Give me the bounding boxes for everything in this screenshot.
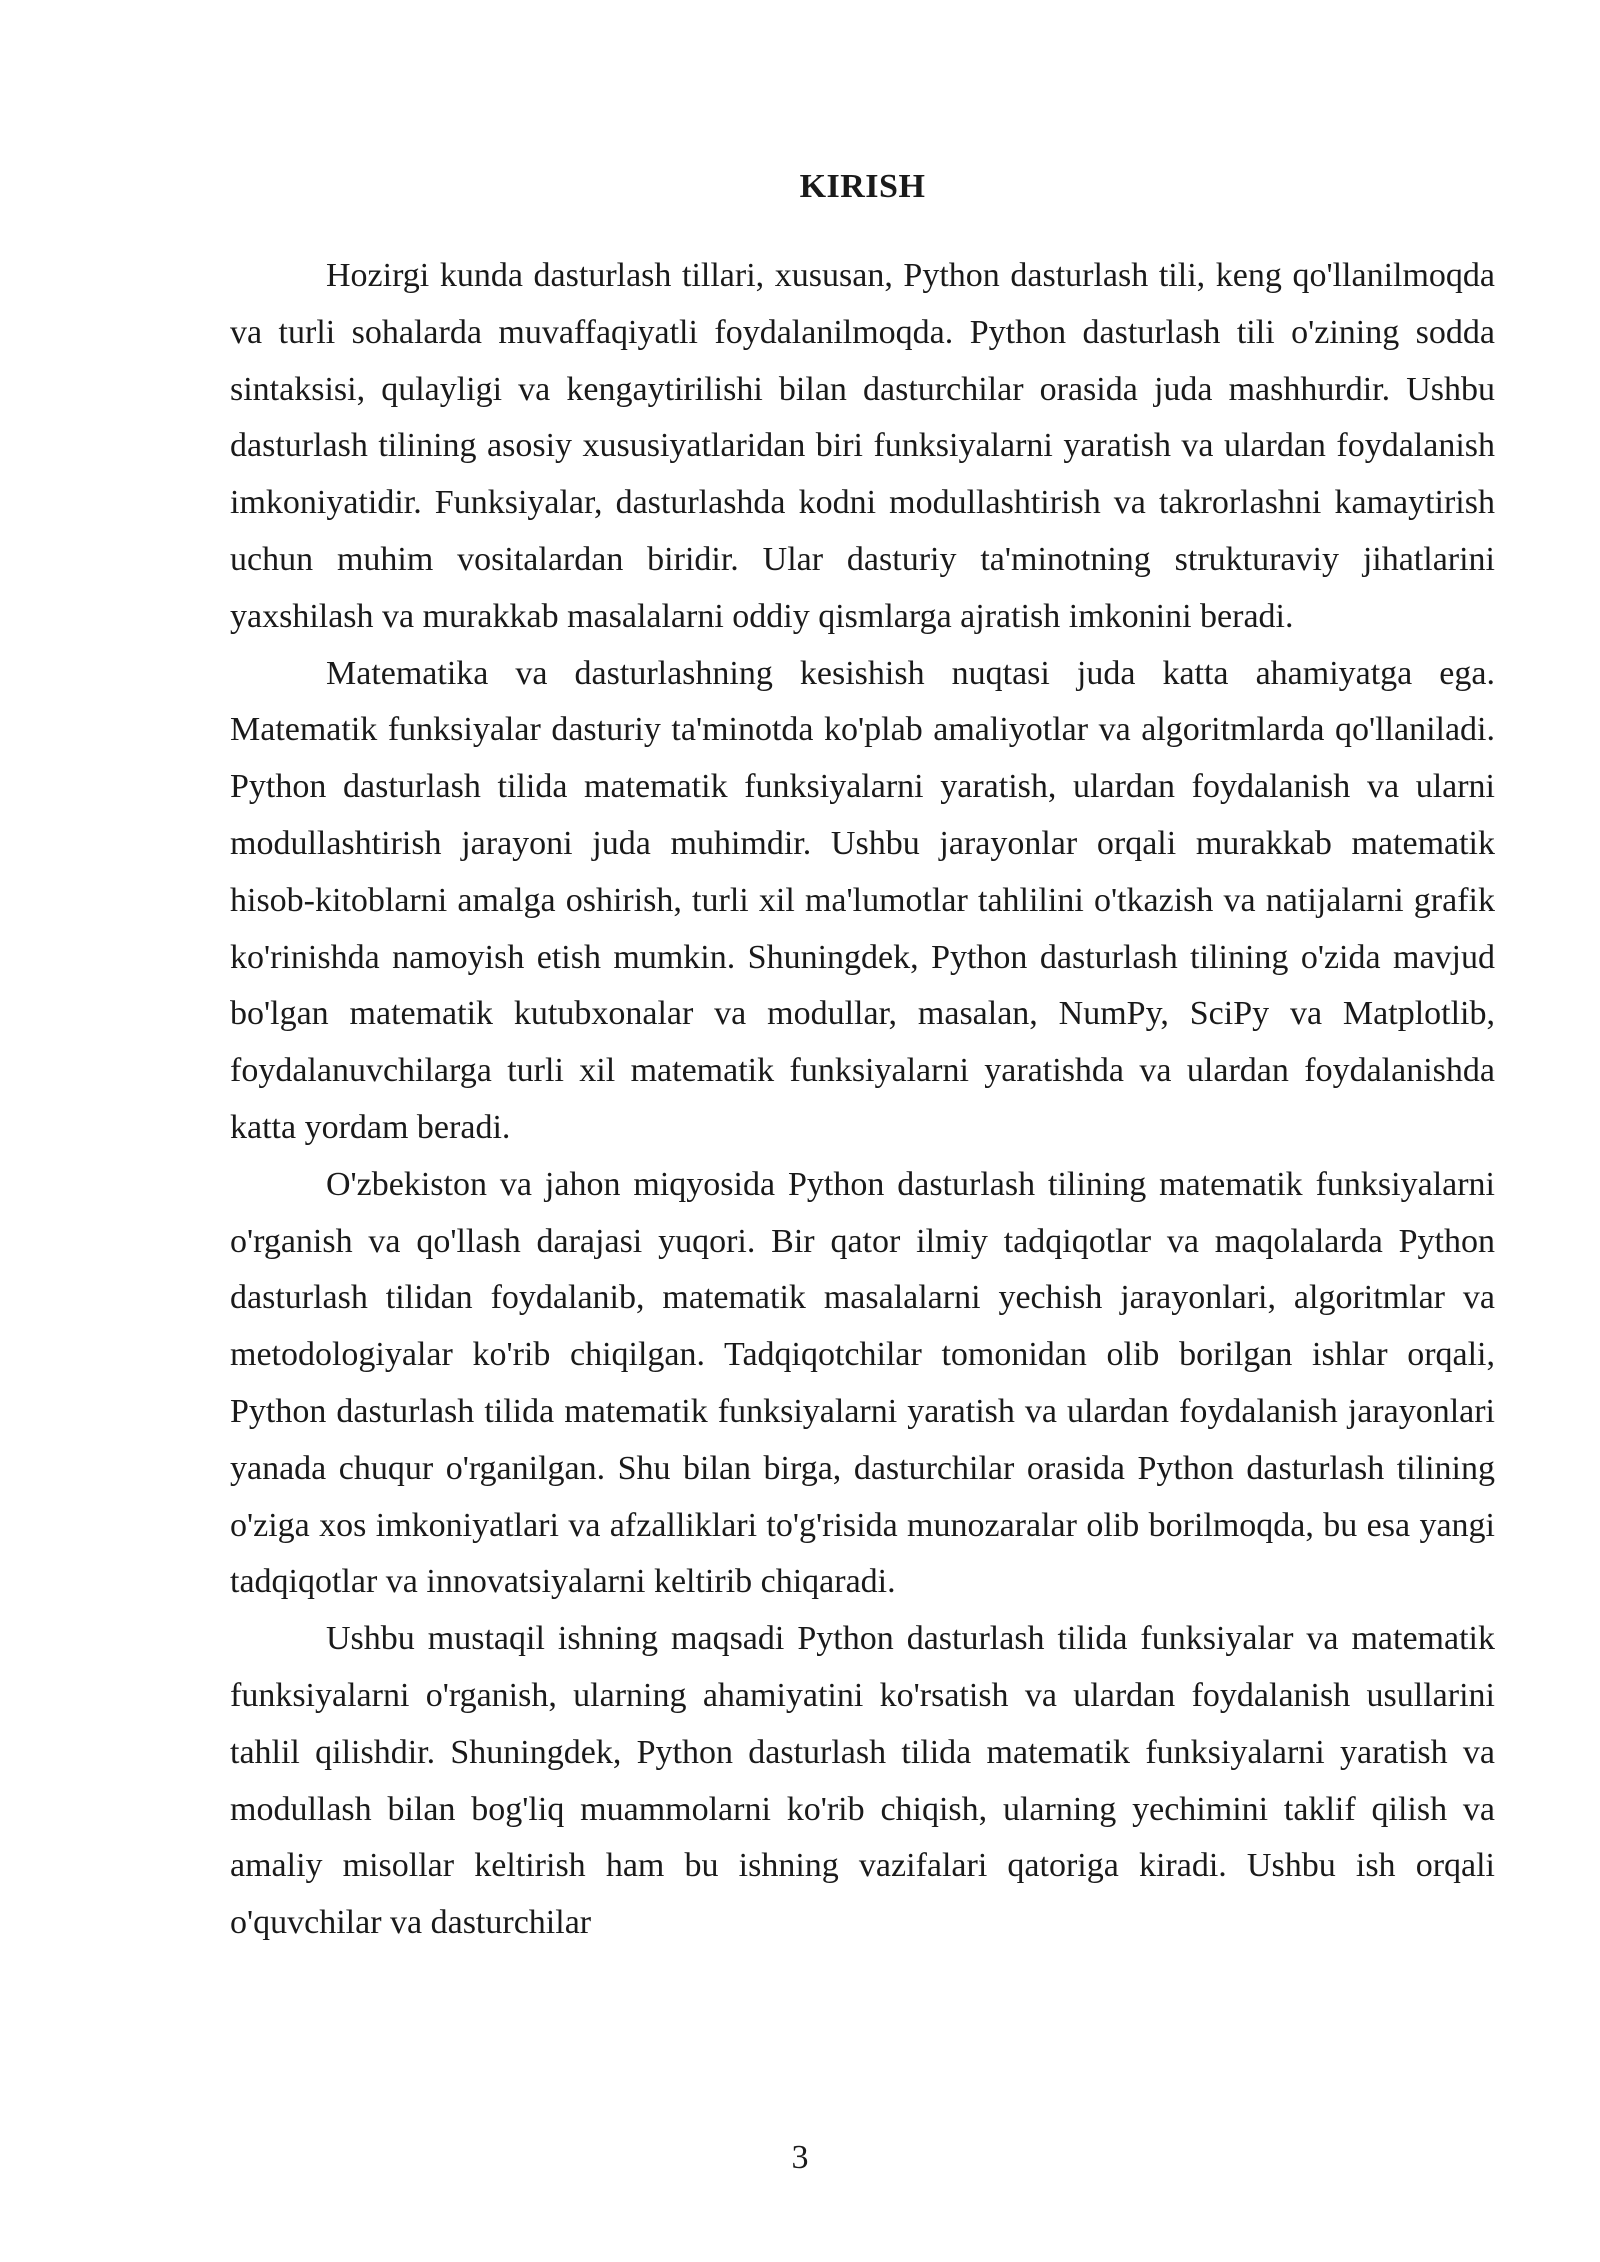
paragraph-2: Matematika va dasturlashning kesishish nuqtasi juda katta ahamiyatga ega. Matematik funksiyalar dasturiy ta'minotda ko'plab amaliyotlar va algoritmlarda qo'llaniladi. Python dasturlash tilida matematik funksiyalarni yaratish, ulardan foydalanish va ularni modullashtirish jarayoni juda muhimdir. Ushbu jarayonlar orqali murakkab matematik hisob-kitoblarni amalga oshirish, turli xil ma'lumotlar tahlilini o'tkazish va natijalarni grafik ko'rinishda namoyish etish mumkin. Shuningdek, Python dasturlash tilining o'zida mavjud bo'lgan matematik kutubxonalar va modullar, masalan, NumPy, SciPy va Matplotlib, foydalanuvchilarga turli xil matematik funksiyalarni yaratishda va ulardan foydalanishda katta yordam beradi. bbox=[230, 654, 1495, 1146]
paragraph-1: Hozirgi kunda dasturlash tillari, xususan, Python dasturlash tili, keng qo'llanilmoqda va turli sohalarda muvaffaqiyatli foydalanilmoqda. Python dasturlash tili o'zining sodda sintaksisi, qulayligi va kengaytirilishi bilan dasturchilar orasida juda mashhurdir. Ushbu dasturlash tilining asosiy xususiyatlaridan biri funksiyalarni yaratish va ulardan foydalanish imkoniyatidir. Funksiyalar, dasturlashda kodni modullashtirish va takrorlashni kamaytirish uchun muhim vositalardan biridir. Ular dasturiy ta'minotning strukturaviy jihatlarini yaxshilash va murakkab masalalarni oddiy qismlarga ajratish imkonini beradi. bbox=[230, 257, 1495, 635]
body-text bbox=[230, 248, 1495, 1952]
paragraph-3: O'zbekiston va jahon miqyosida Python dasturlash tilining matematik funksiyalarni o'rganish va qo'llash darajasi yuqori. Bir qator ilmiy tadqiqotlar va maqolalarda Python dasturlash tilidan foydalanib, matematik masalalarni yechish jarayonlari, algoritmlar va metodologiyalar ko'rib chiqilgan. Tadqiqotchilar tomonidan olib borilgan ishlar orqali, Python dasturlash tilida matematik funksiyalarni yaratish va ulardan foydalanish jarayonlari yanada chuqur o'rganilgan. Shu bilan birga, dasturchilar orasida Python dasturlash tilining o'ziga xos imkoniyatlari va afzalliklari to'g'risida munozaralar olib borilmoqda, bu esa yangi tadqiqotlar va innovatsiyalarni keltirib chiqaradi. bbox=[230, 1165, 1495, 1601]
section-heading: KIRISH bbox=[799, 168, 926, 205]
paragraph-4: Ushbu mustaqil ishning maqsadi Python dasturlash tilida funksiyalar va matematik funksiyalarni o'rganish, ularning ahamiyatini ko'rsatish va ulardan foydalanish usullarini tahlil qilishdir. Shuningdek, Python dasturlash tilida matematik funksiyalarni yaratish va modullash bilan bog'liq muammolarni ko'rib chiqish, ularning yechimini taklif qilish va amaliy misollar keltirish ham bu ishning vazifalari qatoriga kiradi. Ushbu ish orqali o'quvchilar va dasturchilar bbox=[230, 1620, 1495, 1942]
page-number: 3 bbox=[791, 2139, 809, 2176]
